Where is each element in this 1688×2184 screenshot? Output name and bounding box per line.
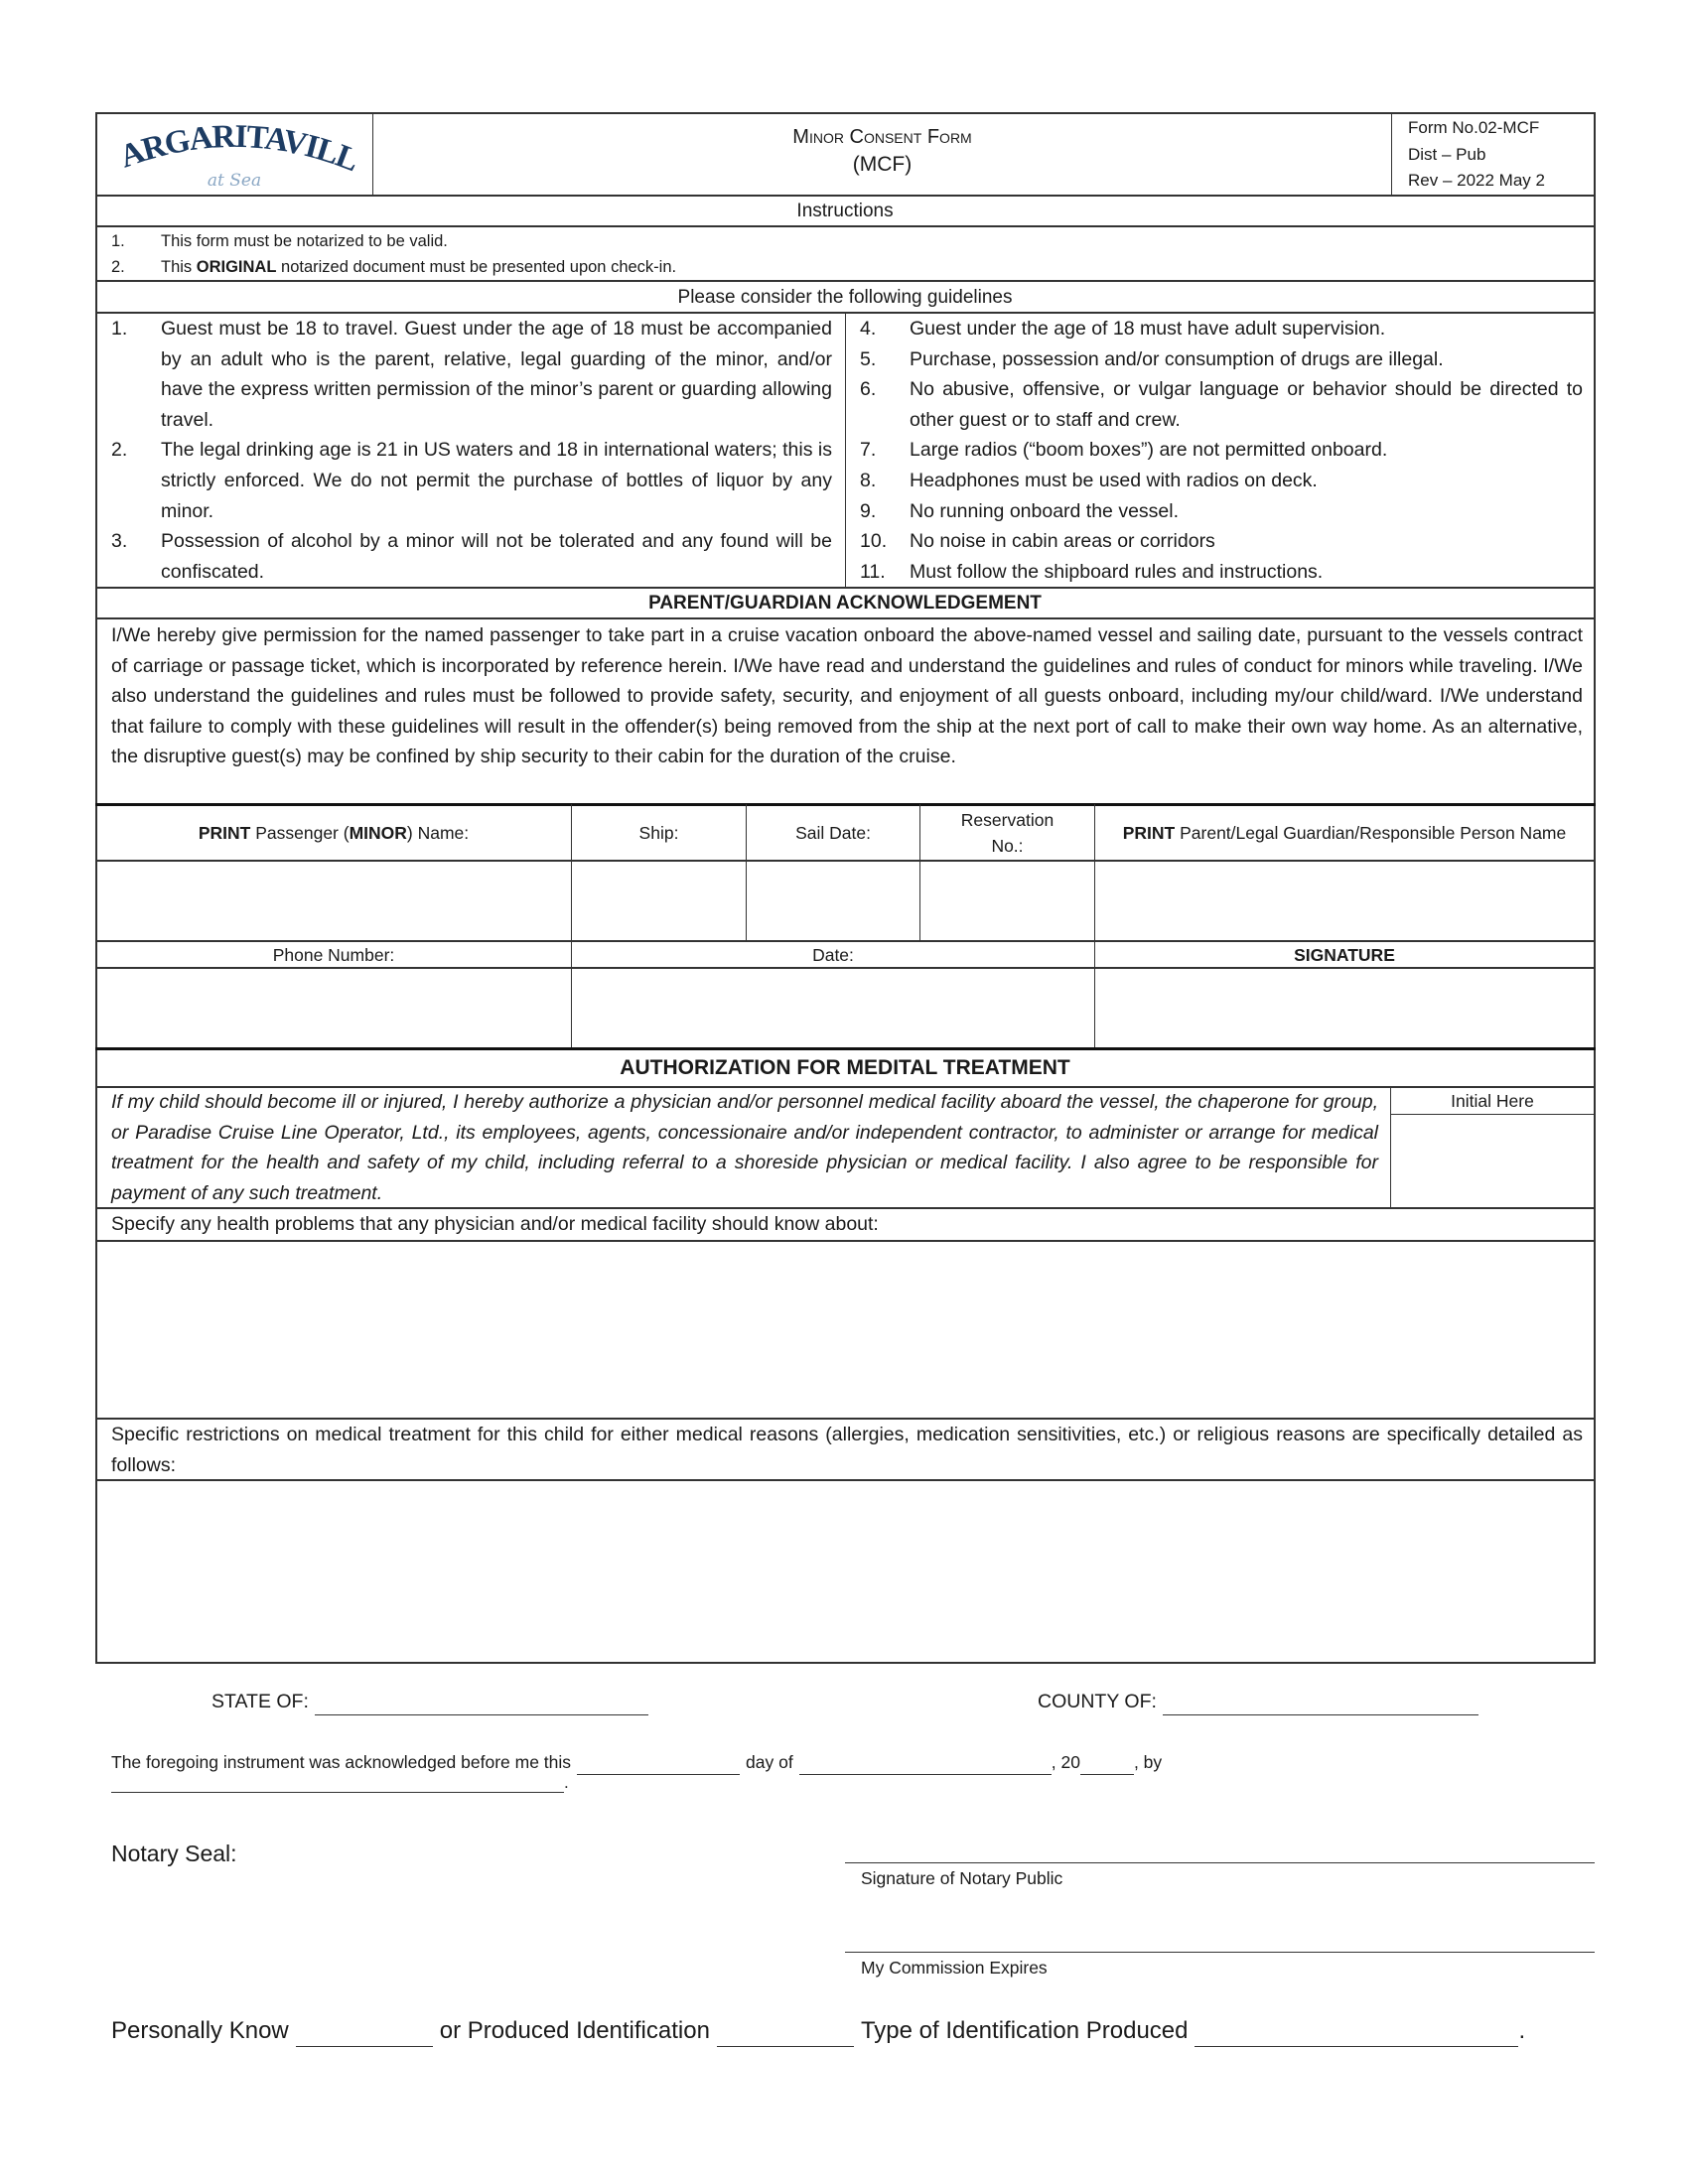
guideline-text: Large radios (“boom boxes”) are not permitted onboard. [910, 439, 1388, 462]
reservation-header: Reservation No.: [960, 809, 1055, 856]
acknowledged-day-input[interactable] [577, 1754, 740, 1775]
guideline-number: 3. [111, 530, 128, 553]
guardian-name-header [1095, 805, 1594, 860]
instruction-item [111, 254, 1581, 280]
county-of-field [1038, 1688, 1478, 1715]
minor-name-label [199, 820, 469, 846]
instruction-number: 1. [111, 232, 125, 250]
guideline-number: 1. [111, 318, 128, 340]
health-problems-label: Specify any health problems that any physician and/or medical facility should know about: [111, 1213, 879, 1235]
guideline-item [860, 435, 1583, 466]
minor-name-label-mid: Passenger ( [250, 822, 350, 843]
guidelines-column-divider [845, 312, 846, 588]
guideline-text: The legal drinking age is 21 in US waters and 18 in international waters; this is strictly enforced. We do not permit the purchase of bottles of liquor by any minor. [161, 439, 832, 522]
guideline-number: 5. [860, 347, 877, 370]
date-header: Date: [812, 944, 854, 965]
guideline-number: 6. [860, 378, 877, 401]
guideline-text: Headphones must be used with radios on deck. [910, 469, 1318, 491]
county-of-input[interactable] [1163, 1693, 1478, 1715]
form-number: Form No.02-MCF [1408, 118, 1540, 137]
phone-header: Phone Number: [272, 944, 395, 965]
guideline-number: 8. [860, 469, 877, 491]
notary-signature-line[interactable] [845, 1862, 1595, 1863]
minor-name-label-end: ) Name: [406, 822, 470, 843]
form-revision: Rev – 2022 May 2 [1408, 171, 1545, 190]
logo-main-text: ARGARITAVILL [115, 118, 363, 179]
guideline-item [860, 557, 1583, 588]
guideline-number: 9. [860, 499, 877, 522]
acknowledged-month-input[interactable] [799, 1754, 1052, 1775]
form-info-divider [1391, 112, 1392, 196]
ship-header: Ship: [638, 822, 679, 843]
notary-seal-label: Notary Seal: [111, 1841, 237, 1866]
personally-know-label: Personally Know [111, 2017, 289, 2044]
state-of-label: STATE OF: [211, 1691, 309, 1712]
guideline-number: 4. [860, 318, 877, 340]
form-border-right [1594, 112, 1596, 1663]
health-problems-input[interactable] [96, 1242, 1594, 1418]
minor-name-header [96, 805, 571, 860]
acknowledged-by-period: . [564, 1773, 569, 1792]
foregoing-text-4: , by [1133, 1752, 1163, 1772]
form-info [1408, 115, 1592, 195]
guideline-item [860, 314, 1583, 344]
instruction-text-pre: This [161, 258, 197, 276]
acknowledgement-text: I/We hereby give permission for the named passenger to take part in a cruise vacation onboard the above-named vessel and sailing date, pursuant to the vessels contract of carriage or passage ticket, which is incorporated by reference herein. I/We have read and understand the guidelines and rules of conduct for minors while traveling. I/We also understand the guidelines and rules must be followed to provide safety, security, and enjoyment of all guests onboard, including my/our child/ward. I/We understand that failure to comply with these guidelines will result in the offender(s) being removed from the ship at the next port of call to make their own way home. As an alternative, the disruptive guest(s) may be confined by ship security to their cabin for the duration of the cruise. [111, 624, 1583, 768]
initial-label-divider [1391, 1114, 1595, 1115]
guardian-name-label [1123, 820, 1566, 846]
guidelines-heading: Please consider the following guidelines [677, 287, 1013, 308]
guideline-text: Purchase, possession and/or consumption of drugs are illegal. [910, 347, 1444, 370]
guideline-item [111, 526, 832, 587]
commission-expires-label: My Commission Expires [861, 1958, 1048, 1978]
personally-know-input[interactable] [296, 2020, 433, 2047]
phone-input[interactable] [96, 969, 571, 1047]
guideline-text: No noise in cabin areas or corridors [910, 530, 1215, 553]
initial-input[interactable] [1392, 1116, 1594, 1207]
signature-input[interactable] [1095, 969, 1594, 1047]
ship-input[interactable] [572, 862, 746, 940]
identification-line [111, 2015, 1525, 2047]
date-input[interactable] [572, 969, 1094, 1047]
medical-authorization-text: If my child should become ill or injured, I hereby authorize a physician and/or personnel medical facility aboard the vessel, the chaperone for group, or Paradise Cruise Line Operator, Ltd., its employees, agents, concessionaire and/or independent contractor, to administer or arrange for medical treatment for the health and safety of my child, including referral to a shoreside physician or medical facility. I also agree to be responsible for payment of any such treatment. [111, 1091, 1378, 1204]
guideline-text: Must follow the shipboard rules and instructions. [910, 560, 1324, 583]
state-of-input[interactable] [315, 1693, 648, 1715]
form-title-line2: (MCF) [852, 153, 913, 176]
acknowledged-year-input[interactable] [1080, 1754, 1134, 1775]
id-type-period: . [1518, 2017, 1526, 2044]
form-border-bottom [95, 1662, 1596, 1664]
instruction-number: 2. [111, 258, 125, 276]
id-type-label: Type of Identification Produced [860, 2017, 1189, 2044]
logo [97, 114, 372, 195]
foregoing-text-2: day of [746, 1752, 793, 1772]
instructions-heading: Instructions [796, 201, 894, 221]
foregoing-statement [111, 1749, 1162, 1775]
form-title-line1: Minor Consent Form [792, 126, 972, 148]
sail-date-input[interactable] [747, 862, 919, 940]
guardian-name-input[interactable] [1095, 862, 1594, 940]
sail-date-header: Sail Date: [795, 822, 871, 843]
id-type-input[interactable] [1195, 2020, 1518, 2047]
acknowledged-by-input[interactable] [111, 1776, 564, 1793]
acknowledgement-heading: PARENT/GUARDIAN ACKNOWLEDGEMENT [648, 593, 1042, 614]
margaritaville-logo-image [97, 114, 372, 195]
guideline-number: 7. [860, 439, 877, 462]
guideline-item [111, 435, 832, 526]
form-distribution: Dist – Pub [1408, 144, 1486, 164]
instruction-item [111, 228, 1581, 254]
foregoing-text-3: , 20 [1051, 1752, 1080, 1772]
guideline-text: Guest must be 18 to travel. Guest under the age of 18 must be accompanied by an adult who is the parent, relative, legal guarding of the minor, and/or have the express written permission of the minor’s parent or guarding allowing travel. [161, 318, 832, 431]
guideline-item [860, 526, 1583, 557]
guidelines-right-column [860, 314, 1583, 587]
guardian-name-label-print: PRINT [1122, 822, 1176, 843]
signature-header: SIGNATURE [1294, 944, 1395, 965]
guideline-number: 10. [860, 530, 888, 553]
minor-name-label-minor: MINOR [349, 822, 407, 843]
instruction-text: This form must be notarized to be valid. [161, 232, 448, 250]
form-title [373, 123, 1391, 179]
guardian-name-label-rest: Parent/Legal Guardian/Responsible Person Name [1175, 822, 1567, 843]
restrictions-label: Specific restrictions on medical treatment for this child for either medical reasons (allergies, medication sensitivities, etc.) or religious reasons are specifically detailed as follows: [111, 1424, 1583, 1476]
reservation-input[interactable] [920, 862, 1094, 940]
instruction-text-bold: ORIGINAL [196, 258, 277, 276]
foregoing-text-1: The foregoing instrument was acknowledged before me this [111, 1752, 572, 1772]
guideline-text: No running onboard the vessel. [910, 499, 1180, 522]
instruction-text-post: notarized document must be presented upon check-in. [276, 258, 677, 276]
minor-name-input[interactable] [96, 862, 571, 940]
instructions-list [111, 228, 1581, 280]
guideline-text: Possession of alcohol by a minor will not be tolerated and any found will be confiscated. [161, 530, 832, 583]
medical-heading: AUTHORIZATION FOR MEDITAL TREATMENT [620, 1056, 1070, 1079]
logo-sub-text: at Sea [207, 171, 262, 191]
guidelines-left-column [111, 314, 832, 587]
guideline-number: 11. [860, 560, 886, 583]
guideline-item [860, 344, 1583, 375]
guideline-item [860, 374, 1583, 435]
commission-expires-line[interactable] [845, 1952, 1595, 1953]
acknowledgement-heading-divider [95, 617, 1596, 619]
instructions-divider [95, 225, 1596, 227]
restrictions-input[interactable] [96, 1481, 1594, 1661]
instruction-text [161, 254, 676, 280]
guideline-text: Guest under the age of 18 must have adult supervision. [910, 318, 1386, 340]
produced-id-input[interactable] [717, 2020, 854, 2047]
acknowledged-by-field [111, 1773, 569, 1793]
minor-name-label-print: PRINT [198, 822, 251, 843]
state-of-field [211, 1688, 648, 1715]
guideline-item [111, 314, 832, 435]
guideline-number: 2. [111, 439, 128, 462]
produced-id-label: or Produced Identification [439, 2017, 710, 2044]
initial-here-label: Initial Here [1451, 1091, 1534, 1111]
notary-signature-label: Signature of Notary Public [861, 1868, 1063, 1888]
guideline-text: No abusive, offensive, or vulgar language or behavior should be directed to other guest or to staff and crew. [910, 378, 1583, 431]
passenger-table-bottom [95, 1047, 1596, 1050]
guideline-item [860, 466, 1583, 496]
county-of-label: COUNTY OF: [1038, 1691, 1157, 1712]
guideline-item [860, 496, 1583, 527]
instructions-bottom-divider [95, 280, 1596, 282]
